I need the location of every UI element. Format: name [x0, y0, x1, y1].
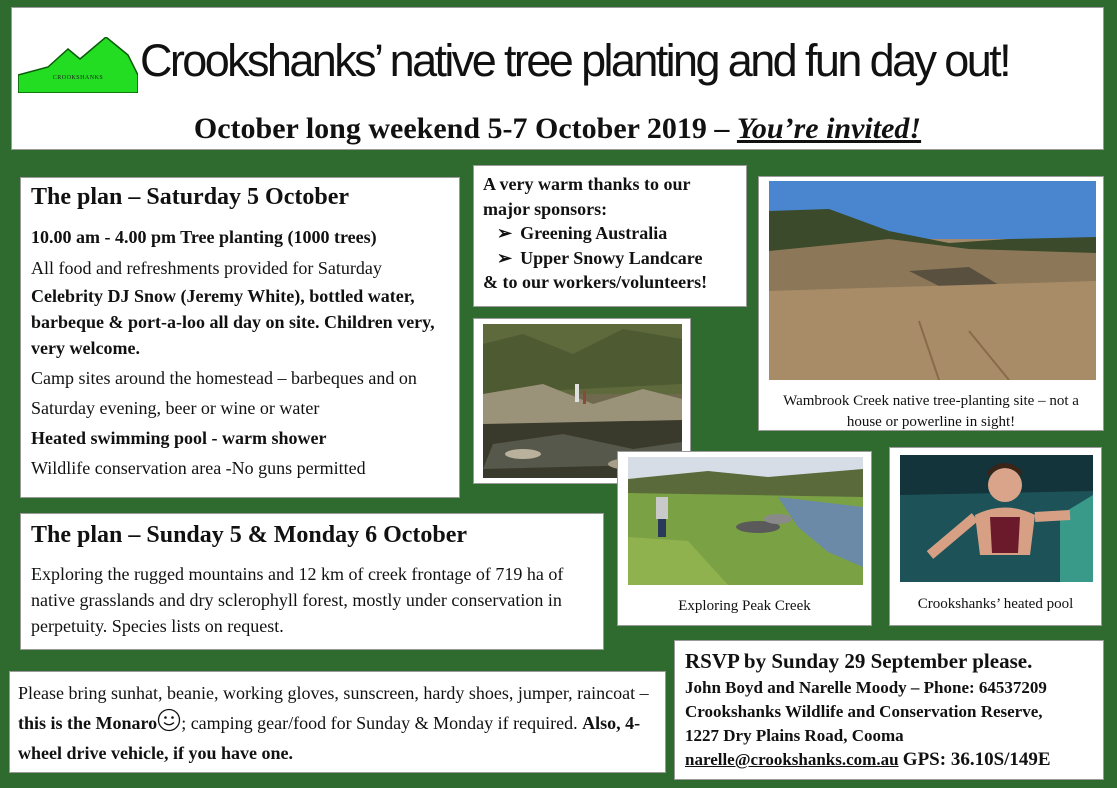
sponsor-name: Upper Snowy Landcare [520, 247, 703, 268]
subtitle-invite: You’re invited! [736, 112, 922, 145]
vehicle-note: Also, 4-wheel drive vehicle, if you have one. [18, 713, 641, 763]
gps-coordinates: GPS: 36.10S/149E [902, 749, 1051, 770]
heated-pool-photo [900, 455, 1093, 582]
plan-saturday-heading: The plan – Saturday 5 October [31, 184, 350, 210]
rsvp-address-line1: Crookshanks Wildlife and Conservation Reserve, [685, 702, 1043, 721]
sponsors-intro: A very warm thanks to our major sponsors: [483, 174, 691, 219]
sponsor-name: Greening Australia [520, 223, 668, 243]
header-banner [11, 7, 1104, 150]
pool-caption: Crookshanks’ heated pool [917, 596, 1074, 612]
bring-items: Please bring sunhat, beanie, working gloves, sunscreen, hardy shoes, jumper, raincoat – [18, 683, 649, 703]
sponsors-panel [473, 165, 747, 307]
email-link[interactable]: narelle@crookshanks.com.au [685, 750, 899, 769]
camping-note: ; camping gear/food for Sunday & Monday if required. [181, 713, 578, 733]
sponsor-item [483, 221, 737, 246]
rsvp-panel [674, 640, 1104, 780]
camp-note: Camp sites around the homestead – barbeques and on Saturday evening, beer or wine or water [31, 368, 417, 418]
subtitle-dates: October long weekend 5-7 October 2019 – [193, 112, 730, 145]
plan-sunday-panel [20, 513, 604, 650]
logo-text: CROOKSHANKS [52, 75, 104, 81]
dj-note: Celebrity DJ Snow (Jeremy White), bottled water, barbeque & port-a-loo all day on site. Children very, very welcome. [31, 286, 435, 358]
sponsors-outro: & to our workers/volunteers! [483, 272, 708, 292]
pool-photo-frame [889, 447, 1102, 626]
bring-text [18, 678, 657, 768]
rsvp-address-line2: 1227 Dry Plains Road, Cooma [685, 726, 904, 745]
page-title: Crookshanks’ native tree planting and fun day out! [140, 35, 1009, 86]
food-note: All food and refreshments provided for Saturday [31, 258, 382, 278]
wambrook-site-photo [769, 181, 1096, 380]
bring-list-panel [9, 671, 666, 773]
rsvp-contact: John Boyd and Narelle Moody – Phone: 64537209 [685, 678, 1047, 697]
monaro-note: this is the Monaro [18, 713, 158, 733]
pool-note: Heated swimming pool - warm shower [31, 428, 327, 448]
crookshanks-logo [18, 37, 138, 93]
plan-sunday-text: Exploring the rugged mountains and 12 km of creek frontage of 719 ha of native grasslands and dry sclerophyll forest, mostly under conservation in perpetuity. Species lists on request. [31, 564, 564, 636]
event-subtitle [12, 112, 1103, 146]
plan-sunday-heading: The plan – Sunday 5 & Monday 6 October [31, 522, 468, 548]
peak-creek-photo-frame [617, 451, 872, 626]
tree-planting-time: 10.00 am - 4.00 pm Tree planting (1000 trees) [31, 227, 377, 247]
sponsor-item [483, 246, 737, 271]
arrow-bullet-icon: ➢ [497, 247, 513, 268]
wildlife-note: Wildlife conservation area -No guns permitted [31, 458, 366, 478]
arrow-bullet-icon: ➢ [497, 223, 513, 243]
smiley-icon [157, 708, 181, 732]
peak-creek-photo [628, 457, 863, 585]
plan-saturday-panel [20, 177, 460, 498]
sponsor-list [483, 221, 737, 270]
wambrook-photo-frame [758, 176, 1104, 431]
rsvp-heading: RSVP by Sunday 29 September please. [685, 649, 1033, 673]
wambrook-caption: Wambrook Creek native tree-planting site – not a house or powerline in sight! [783, 393, 1079, 430]
rsvp-email-row [685, 748, 1093, 772]
peak-creek-caption: Exploring Peak Creek [678, 598, 811, 614]
